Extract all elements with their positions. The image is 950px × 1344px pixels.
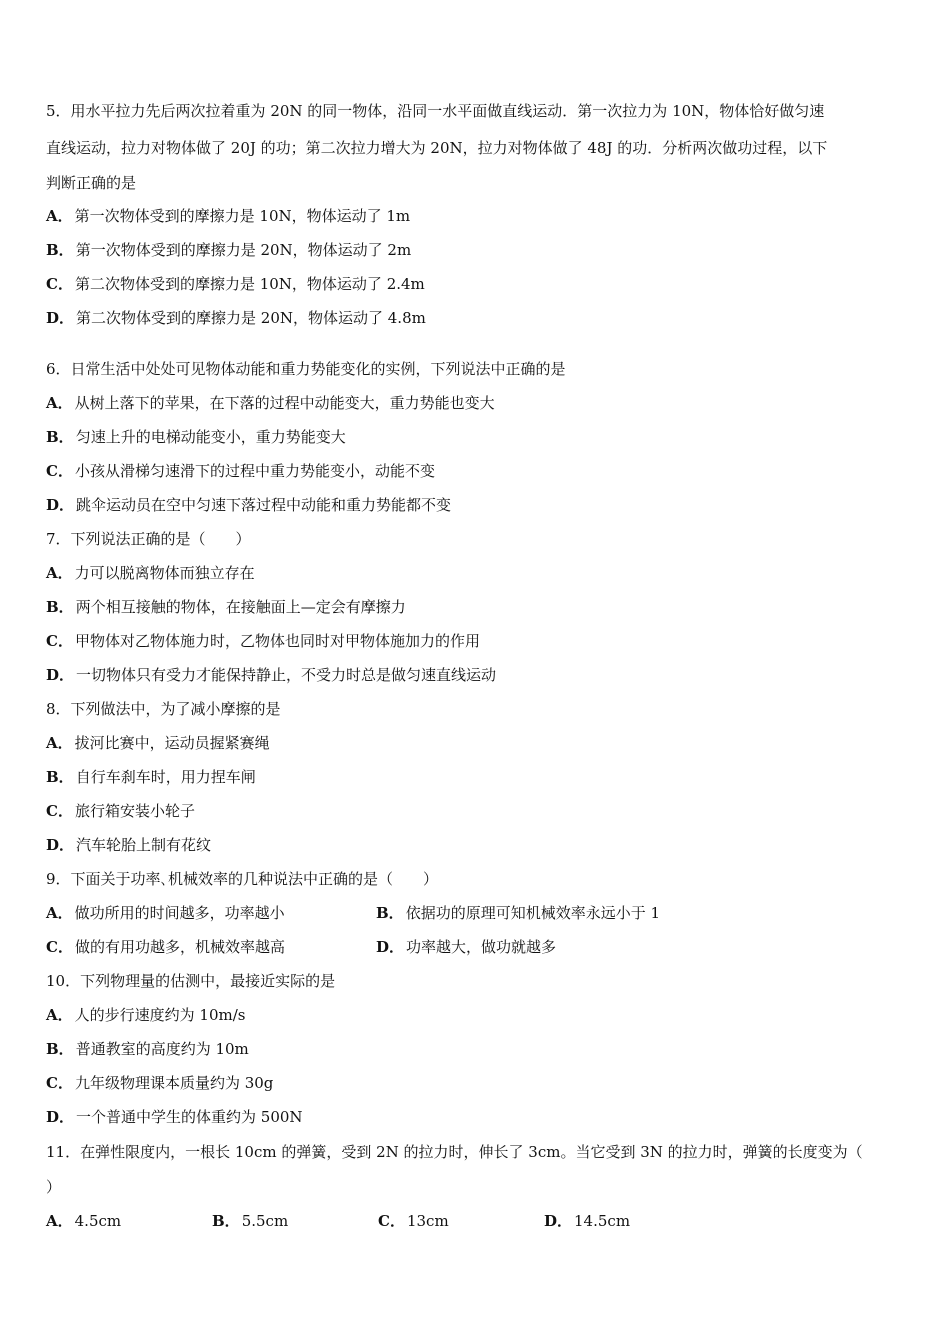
option-c — [46, 1066, 906, 1100]
option-b — [46, 1032, 906, 1066]
question-stem-line: 直线运动，拉力对物体做了 20J 的功；第二次拉力增大为 20N，拉力对物体做了 48J 的功．分析两次做功过程，以下 — [46, 139, 828, 157]
option-a — [46, 1204, 212, 1238]
option-text: 从树上落下的苹果，在下落的过程中动能变大，重力势能也变大 — [74, 394, 495, 412]
option-row — [46, 930, 906, 964]
option-label: C． — [46, 462, 73, 480]
option-label: B． — [46, 598, 74, 616]
option-c — [46, 794, 906, 828]
option-text: 一切物体只有受力才能保持静止，不受力时总是做匀速直线运动 — [76, 666, 497, 684]
option-d — [46, 301, 906, 335]
option-text: 做的有用功越多，机械效率越高 — [74, 938, 285, 956]
question-stem-line: 5．用水平拉力先后两次拉着重为 20N 的同一物体，沿同一水平面做直线运动．第一次拉力为 10N，物体恰好做匀速 — [46, 102, 825, 120]
option-label: D． — [46, 836, 75, 854]
option-text: 跳伞运动员在空中匀速下落过程中动能和重力势能都不变 — [76, 496, 452, 514]
question-stem-line: 6．日常生活中处处可见物体动能和重力势能变化的实例，下列说法中正确的是 — [46, 360, 566, 378]
option-text: 普通教室的高度约为 10m — [75, 1040, 249, 1058]
option-a — [46, 199, 906, 233]
option-text: 小孩从滑梯匀速滑下的过程中重力势能变小，动能不变 — [74, 462, 435, 480]
option-b — [46, 233, 906, 267]
option-d — [544, 1204, 710, 1238]
question-6 — [46, 352, 906, 522]
option-b — [46, 760, 906, 794]
option-label: B． — [46, 768, 74, 786]
option-d — [46, 828, 906, 862]
option-b — [212, 1204, 378, 1238]
option-d — [46, 488, 906, 522]
option-label: A． — [46, 207, 73, 225]
option-label: C． — [378, 1212, 405, 1230]
option-text: 甲物体对乙物体施力时，乙物体也同时对甲物体施加力的作用 — [74, 632, 480, 650]
option-label: A． — [46, 1212, 73, 1230]
option-text: 4.5cm — [74, 1212, 122, 1230]
option-label: B． — [212, 1212, 240, 1230]
option-text: 第二次物体受到的摩擦力是 20N，物体运动了 4.8m — [76, 309, 426, 327]
question-11 — [46, 1134, 906, 1238]
question-stem-line: 11．在弹性限度内，一根长 10cm 的弹簧，受到 2N 的拉力时，伸长了 3cm。当它受到 3N 的拉力时，弹簧的长度变为（ — [46, 1143, 863, 1161]
option-c — [378, 1204, 544, 1238]
option-label: D． — [46, 309, 75, 327]
question-10 — [46, 964, 906, 1134]
option-d — [46, 658, 906, 692]
option-a — [46, 556, 906, 590]
question-stem-line: 10．下列物理量的估测中，最接近实际的是 — [46, 972, 336, 990]
option-text: 第二次物体受到的摩擦力是 10N，物体运动了 2.4m — [74, 275, 425, 293]
option-label: C． — [46, 632, 73, 650]
option-text: 一个普通中学生的体重约为 500N — [76, 1108, 303, 1126]
option-text: 5.5cm — [241, 1212, 289, 1230]
option-b — [46, 420, 906, 454]
question-9 — [46, 862, 906, 964]
option-d — [376, 930, 706, 964]
question-stem-line: 判断正确的是 — [46, 174, 137, 192]
option-label: D． — [46, 666, 75, 684]
question-7 — [46, 522, 906, 692]
option-c — [46, 454, 906, 488]
question-5 — [46, 93, 906, 335]
option-text: 匀速上升的电梯动能变小，重力势能变大 — [75, 428, 346, 446]
option-label: C． — [46, 938, 73, 956]
option-text: 旅行箱安装小轮子 — [74, 802, 195, 820]
option-a — [46, 998, 906, 1032]
option-a — [46, 386, 906, 420]
option-text: 自行车刹车时，用力捏车闸 — [75, 768, 256, 786]
option-a — [46, 896, 376, 930]
option-text: 两个相互接触的物体，在接触面上—定会有摩擦力 — [75, 598, 406, 616]
option-label: B． — [376, 904, 404, 922]
option-text: 第一次物体受到的摩擦力是 20N，物体运动了 2m — [75, 241, 412, 259]
option-text: 汽车轮胎上制有花纹 — [76, 836, 212, 854]
option-b — [376, 896, 706, 930]
option-label: A． — [46, 734, 73, 752]
question-8 — [46, 692, 906, 862]
option-text: 人的步行速度约为 10m/s — [74, 1006, 246, 1024]
option-label: A． — [46, 904, 73, 922]
option-text: 13cm — [406, 1212, 449, 1230]
option-text: 功率越大，做功就越多 — [406, 938, 557, 956]
question-stem-line: 9．下面关于功率､机械效率的几种说法中正确的是（ ） — [46, 870, 439, 888]
question-stem-line: 8．下列做法中，为了减小摩擦的是 — [46, 700, 281, 718]
option-text: 拔河比赛中，运动员握紧赛绳 — [74, 734, 270, 752]
question-stem-line: ） — [46, 1178, 62, 1196]
option-label: C． — [46, 275, 73, 293]
option-row — [46, 896, 906, 930]
option-c — [46, 930, 376, 964]
option-a — [46, 726, 906, 760]
option-text: 九年级物理课本质量约为 30g — [74, 1074, 274, 1092]
option-text: 力可以脱离物体而独立存在 — [74, 564, 255, 582]
option-label: B． — [46, 1040, 74, 1058]
question-stem-line: 7．下列说法正确的是（ ） — [46, 530, 251, 548]
option-label: D． — [376, 938, 405, 956]
option-d — [46, 1100, 906, 1134]
option-label: D． — [544, 1212, 573, 1230]
option-text: 依据功的原理可知机械效率永远小于 1 — [405, 904, 661, 922]
option-text: 做功所用的时间越多，功率越小 — [74, 904, 285, 922]
option-label: C． — [46, 1074, 73, 1092]
option-c — [46, 624, 906, 658]
option-label: A． — [46, 394, 73, 412]
option-label: D． — [46, 1108, 75, 1126]
option-text: 第一次物体受到的摩擦力是 10N，物体运动了 1m — [74, 207, 411, 225]
option-c — [46, 267, 906, 301]
option-label: D． — [46, 496, 75, 514]
option-label: B． — [46, 241, 74, 259]
option-text: 14.5cm — [574, 1212, 631, 1230]
option-label: A． — [46, 564, 73, 582]
option-label: B． — [46, 428, 74, 446]
option-label: C． — [46, 802, 73, 820]
option-label: A． — [46, 1006, 73, 1024]
option-b — [46, 590, 906, 624]
option-row — [46, 1204, 906, 1238]
